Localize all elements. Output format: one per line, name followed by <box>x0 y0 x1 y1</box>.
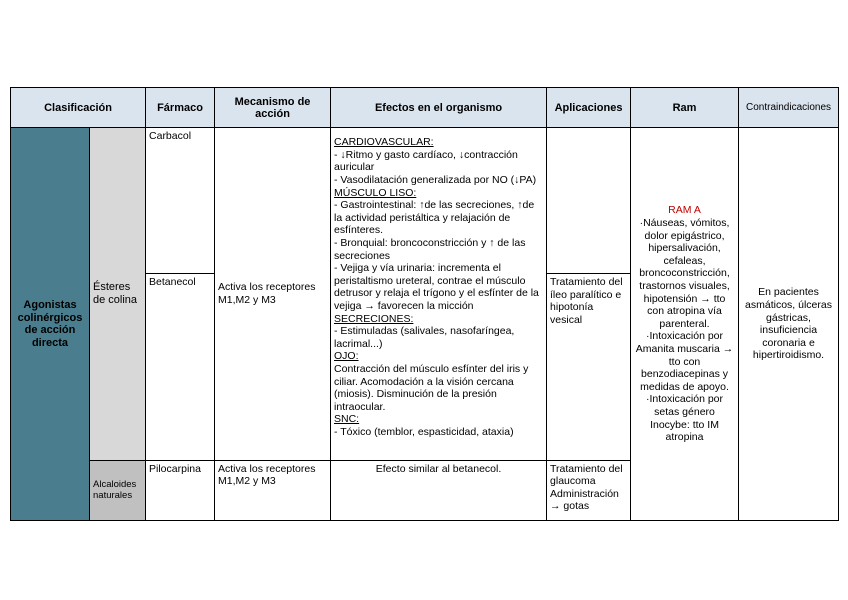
efectos-heading: CARDIOVASCULAR: <box>334 136 434 149</box>
drug-carbacol: Carbacol <box>146 128 215 274</box>
subgroup-esteres: Ésteres de colina <box>90 128 146 460</box>
mecanismo-esteres: Activa los receptores M1,M2 y M3 <box>215 128 331 460</box>
header-contraindicaciones: Contraindicaciones <box>739 88 839 128</box>
drug-betanecol: Betanecol <box>146 274 215 460</box>
aplicacion-pilocarpina: Tratamiento del glaucoma Administración → gotas <box>547 460 631 520</box>
header-farmaco: Fármaco <box>146 88 215 128</box>
efectos-line: Contracción del músculo esfínter del iris y ciliar. Acomodación a la visión cercana (miosis). Disminución de la presión intraocular. <box>334 362 529 413</box>
efecto-pilocarpina: Efecto similar al betanecol. <box>331 460 547 520</box>
efectos-line: - Tóxico (temblor, espasticidad, ataxia) <box>334 425 514 438</box>
header-row <box>11 88 839 128</box>
efectos-list <box>334 136 543 438</box>
header-aplicaciones: Aplicaciones <box>547 88 631 128</box>
aplicacion-betanecol: Tratamiento del íleo paralítico e hipotonía vesical <box>547 274 631 460</box>
aplicacion-carbacol <box>547 128 631 274</box>
efectos-heading: MÚSCULO LISO: <box>334 186 417 199</box>
drug-pilocarpina: Pilocarpina <box>146 460 215 520</box>
efectos-line: - Gastrointestinal: ↑de las secreciones, ↑de la actividad peristáltica y relajación de esfínteres. <box>334 199 535 237</box>
subgroup-alcaloides: Alcaloides naturales <box>90 460 146 520</box>
row-carbacol <box>11 128 839 274</box>
efectos-heading: SECRECIONES: <box>334 312 414 325</box>
efectos-cell <box>331 128 547 460</box>
group-cell: Agonistas colinérgicos de acción directa <box>11 128 90 521</box>
ram-text: ·Náuseas, vómitos, dolor epigástrico, hipersalivación, cefaleas, broncoconstricción, trastornos visuales, hipotensión → tto con atropina vía parenteral. ·Intoxicación por Amanita muscaria → tto con benzodiacepinas y medidas de apoyo. ·Intoxicación por setas género Inocybe: tto IM atropina <box>635 217 734 444</box>
efectos-heading: SNC: <box>334 413 360 426</box>
efectos-line: - Estimuladas (salivales, nasofaríngea, lacrimal...) <box>334 325 515 350</box>
efectos-line: - ↓Ritmo y gasto cardíaco, ↓contracción auricular <box>334 148 518 174</box>
efectos-line: - Vasodilatación generalizada por NO (↓PA) <box>334 174 537 187</box>
header-efectos: Efectos en el organismo <box>331 88 547 128</box>
ram-cell <box>631 128 739 521</box>
efectos-line: - Bronquial: broncoconstricción y ↑ de las secreciones <box>334 237 526 262</box>
contraindicaciones-cell: En pacientes asmáticos, úlceras gástricas, insuficiencia coronaria e hipertiroidismo. <box>739 128 839 521</box>
header-mecanismo: Mecanismo de acción <box>215 88 331 128</box>
header-clasificacion: Clasificación <box>11 88 146 128</box>
pharmacology-table <box>10 87 839 521</box>
efectos-line: - Vejiga y vía urinaria: incrementa el peristaltismo ureteral, contrae el músculo detrusor y relaja el trígono y el esfínter de la vejiga → favorecen la micción <box>334 262 539 312</box>
ram-title: RAM A <box>668 204 701 217</box>
efectos-heading: OJO: <box>334 350 359 363</box>
header-ram: Ram <box>631 88 739 128</box>
mecanismo-pilocarpina: Activa los receptores M1,M2 y M3 <box>215 460 331 520</box>
